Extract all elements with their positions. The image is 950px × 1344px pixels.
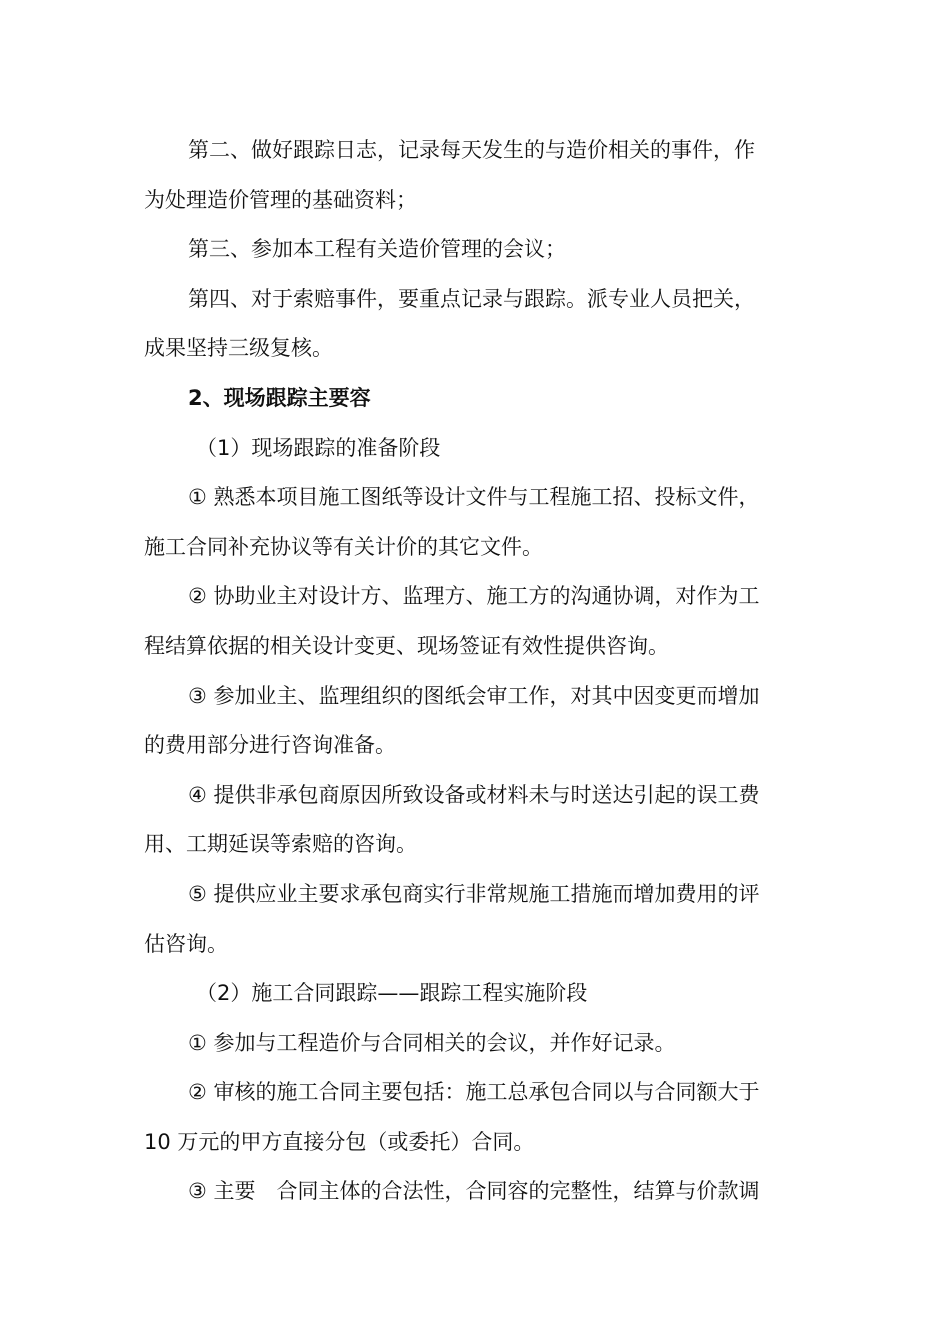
paragraph-line: 施工合同补充协议等有关计价的其它文件。: [144, 534, 543, 559]
section-heading: 2、现场跟踪主要容: [188, 385, 371, 410]
paragraph-line: 为处理造价管理的基础资料；: [144, 187, 417, 212]
paragraph-line: ② 协助业主对设计方、监理方、施工方的沟通协调，对作为工: [188, 584, 760, 609]
paragraph-line: ③ 主要 合同主体的合法性，合同容的完整性，结算与价款调: [188, 1179, 760, 1204]
paragraph-line: 第四、对于索赔事件，要重点记录与跟踪。派专业人员把关，: [188, 286, 755, 311]
paragraph-line: 第二、做好跟踪日志，记录每天发生的与造价相关的事件，作: [188, 138, 755, 162]
paragraph-line: ③ 参加业主、监理组织的图纸会审工作，对其中因变更而增加: [188, 683, 760, 708]
paragraph-line: ② 审核的施工合同主要包括：施工总承包合同以与合同额大于: [188, 1080, 760, 1105]
paragraph-line: ④ 提供非承包商原因所致设备或材料未与时送达引起的误工费: [188, 782, 760, 807]
subsection-heading: （2）施工合同跟踪——跟踪工程实施阶段: [196, 981, 588, 1006]
paragraph-line: 估咨询。: [144, 931, 228, 956]
subsection-heading: （1）现场跟踪的准备阶段: [196, 435, 441, 460]
paragraph-line: ① 熟悉本项目施工图纸等设计文件与工程施工招、投标文件，: [188, 485, 760, 510]
paragraph-line: 的费用部分进行咨询准备。: [144, 733, 396, 758]
document-body: [144, 126, 810, 1217]
paragraph-line: 10 万元的甲方直接分包（或委托）合同。: [144, 1129, 535, 1154]
paragraph-line: ⑤ 提供应业主要求承包商实行非常规施工措施而增加费用的评: [188, 881, 760, 906]
paragraph-line: 第三、参加本工程有关造价管理的会议；: [188, 237, 566, 262]
paragraph-line: 用、工期延误等索赔的咨询。: [144, 832, 417, 857]
paragraph-line: 成果坚持三级复核。: [144, 336, 333, 361]
paragraph-line: ① 参加与工程造价与合同相关的会议，并作好记录。: [188, 1030, 676, 1055]
paragraph-line: 程结算依据的相关设计变更、现场签证有效性提供咨询。: [144, 633, 669, 658]
